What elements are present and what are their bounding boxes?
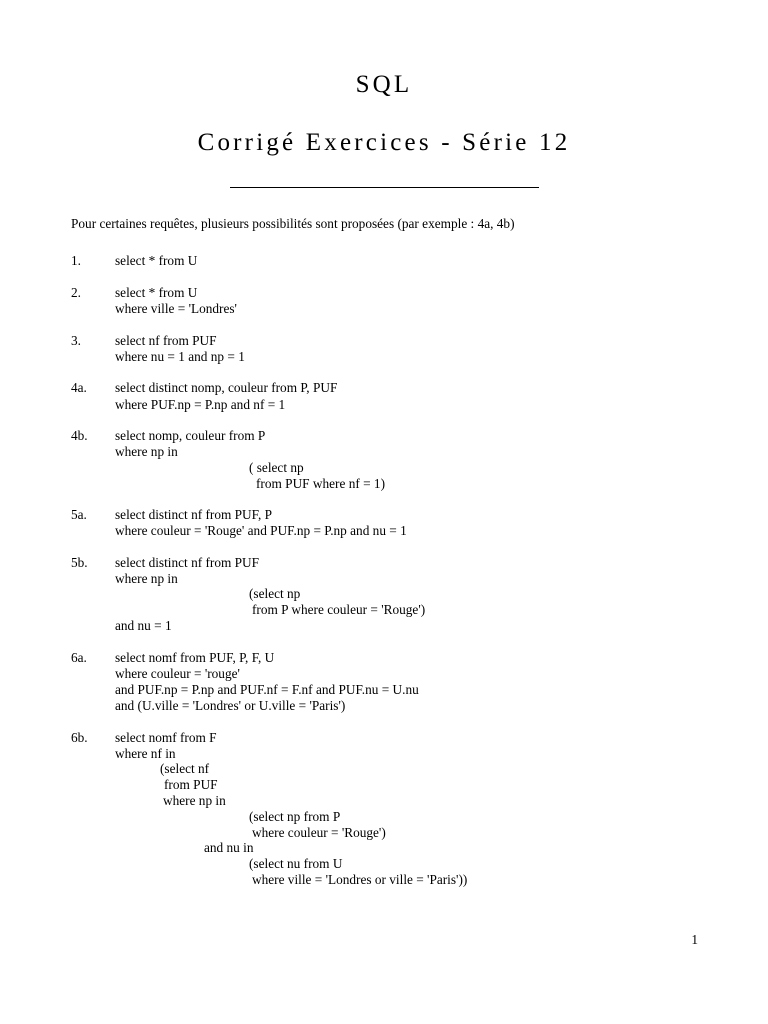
sql-line: where np in: [163, 793, 226, 808]
sql-line: select distinct nf from PUF, P: [115, 507, 273, 522]
page-number: 1: [691, 932, 698, 947]
sql-line: and (U.ville = 'Londres' or U.ville = 'Paris'): [115, 698, 346, 713]
exercise-number: 4b.: [71, 428, 88, 443]
sql-line: (select np: [249, 586, 301, 601]
sql-line: from P where couleur = 'Rouge'): [252, 602, 426, 617]
sql-line: (select nf: [160, 761, 210, 776]
sql-line: select * from U: [115, 253, 198, 268]
sql-line: (select nu from U: [249, 856, 343, 871]
sql-line: select distinct nomp, couleur from P, PUF: [115, 380, 338, 395]
sql-line: where np in: [115, 444, 178, 459]
page-subtitle: Corrigé Exercices - Série 12: [197, 129, 571, 156]
exercise-number: 2.: [71, 285, 81, 300]
sql-line: where PUF.np = P.np and nf = 1: [115, 397, 286, 412]
sql-line: and nu = 1: [115, 618, 172, 633]
sql-line: where ville = 'Londres': [115, 301, 237, 316]
exercise-number: 1.: [71, 253, 81, 268]
sql-line: and PUF.np = P.np and PUF.nf = F.nf and PUF.nu = U.nu: [115, 682, 419, 697]
sql-line: select nomf from PUF, P, F, U: [115, 650, 275, 665]
exercise-number: 6b.: [71, 730, 88, 745]
title-divider: [230, 187, 539, 188]
sql-line: select nomf from F: [115, 730, 217, 745]
sql-line: where ville = 'Londres or ville = 'Paris')): [252, 872, 468, 887]
exercise-number: 5a.: [71, 507, 87, 522]
sql-line: select distinct nf from PUF: [115, 555, 260, 570]
exercise-number: 4a.: [71, 380, 87, 395]
sql-line: where couleur = 'rouge': [115, 666, 240, 681]
sql-line: select nomp, couleur from P: [115, 428, 266, 443]
sql-line: ( select np: [249, 460, 304, 475]
sql-line: from PUF where nf = 1): [256, 476, 385, 491]
intro-paragraph: Pour certaines requêtes, plusieurs possibilités sont proposées (par exemple : 4a, 4b): [71, 216, 515, 231]
sql-line: select * from U: [115, 285, 198, 300]
sql-line: where nu = 1 and np = 1: [115, 349, 245, 364]
exercise-number: 5b.: [71, 555, 88, 570]
sql-line: where couleur = 'Rouge'): [252, 825, 386, 840]
sql-line: where np in: [115, 571, 178, 586]
page-title: SQL: [355, 71, 413, 98]
sql-line: where nf in: [115, 746, 176, 761]
exercise-number: 6a.: [71, 650, 87, 665]
exercise-number: 3.: [71, 333, 81, 348]
sql-line: and nu in: [204, 840, 254, 855]
sql-line: from PUF: [164, 777, 218, 792]
sql-line: where couleur = 'Rouge' and PUF.np = P.np and nu = 1: [115, 523, 407, 538]
sql-line: select nf from PUF: [115, 333, 217, 348]
sql-line: (select np from P: [249, 809, 341, 824]
